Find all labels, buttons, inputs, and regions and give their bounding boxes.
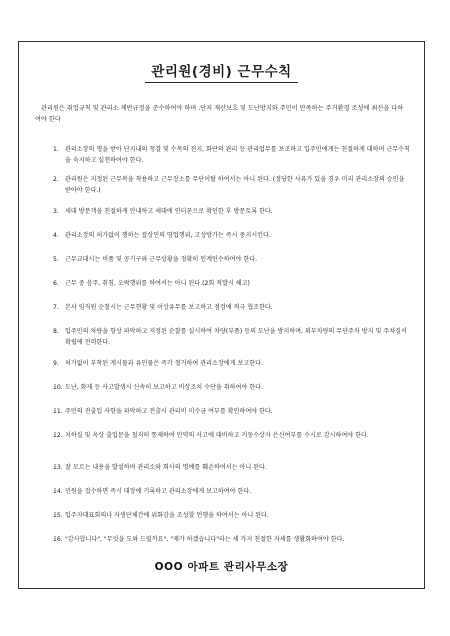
rule-item (53, 431, 412, 442)
rule-number: 4. (53, 232, 59, 239)
rule-item (53, 511, 412, 522)
rule-text: 관리원은 지정된 근무복을 착용하고 근무장소를 무단이탈 하여서는 아니 된다. (정당한 사유가 있을 경우 미리 관리소장의 승인을 받아야 한다.) (65, 176, 405, 194)
rule-number: 11. (53, 408, 63, 415)
rule-item (53, 279, 412, 290)
rule-item (53, 407, 412, 418)
document-footer: OOO 아파트 관리사무소장 (154, 561, 289, 573)
rule-item (53, 145, 412, 166)
rule-text: 근무 중 음주, 취침, 오락행위를 하여서는 아니 된다.(2회 적발시 해고) (65, 280, 250, 287)
rule-item (53, 231, 412, 242)
rule-text: 지하실 및 옥상 출입문을 철저히 통제하여 만약의 사고에 대비하고 거동수상자 은신여부를 수시로 감시하여야 한다. (65, 432, 369, 439)
rule-number: 16. (53, 536, 63, 543)
rule-item (53, 207, 412, 218)
rule-number: 14. (53, 488, 63, 495)
rule-item (53, 535, 412, 546)
rule-text: 세대 방문객을 친절하게 안내하고 세대에 인터폰으로 확인한 후 방문토록 한다. (65, 208, 273, 215)
rule-item (53, 463, 412, 474)
rule-item (53, 487, 412, 498)
rule-text: 민원을 접수하면 즉시 대장에 기록하고 관리소장에게 보고하여야 한다. (65, 488, 252, 495)
rule-item (53, 383, 412, 394)
rule-item (53, 303, 412, 314)
rule-number: 13. (53, 464, 63, 471)
rule-text: 입주자대표회의나 자생단체간에 위화감을 조성할 언행을 하여서는 아니 된다. (65, 512, 269, 519)
rule-number: 9. (53, 360, 59, 367)
rule-text: 관리소장의 허가없이 행하는 잡상인의 영업행위, 고성방가는 즉시 중지시킨다. (65, 232, 271, 239)
rule-text: 관리소장의 명을 받아 단지내의 청결 및 수목의 전지, 화단의 관리 등 관리업무를 보조하고 입주민에게는 친절하게 대하며 근무수칙을 숙지하고 실천하여야 한다. (65, 146, 410, 164)
rule-number: 12. (53, 432, 63, 439)
rule-number: 3. (53, 208, 59, 215)
rule-text: 주민의 전출입 사항을 파악하고 전출시 관리비 미수금 여부를 확인하여야 한다. (65, 408, 273, 415)
rule-item (53, 327, 412, 348)
rule-number: 6. (53, 280, 59, 287)
rule-number: 15. (53, 512, 63, 519)
rule-text: 허가없이 부착된 게시물과 유인물은 즉각 철거하여 관리소장에게 보고한다. (65, 360, 263, 367)
document-title: 관리원(경비) 근무수칙 (145, 60, 297, 83)
rule-number: 5. (53, 256, 59, 263)
rule-item (53, 175, 412, 196)
rule-item (53, 359, 412, 370)
rule-text: "감사합니다", "무엇을 도와 드릴까요", "제가 하겠습니다"라는 세 가지 친절한 자세를 생활화하여야 한다. (65, 536, 345, 543)
document-frame (18, 41, 425, 589)
rule-text: 잘 모르는 내용을 발설하며 관리소와 회사의 명예를 훼손하여서는 아니 된다. (65, 464, 267, 471)
rule-number: 2. (53, 176, 59, 183)
title-area (19, 60, 424, 83)
rule-number: 7. (53, 304, 59, 311)
rule-text: 도난, 화재 등 사고발생시 신속히 보고하고 비상조치 수단을 취하여야 한다. (65, 384, 263, 391)
intro-paragraph: 관리원은 취업규칙 및 관리소 제반규정을 준수하여야 하며 .단지 재산보호 및 도난방지와 주민이 만족하는 주거환경 조성에 최선을 다하여야 한다 (35, 105, 404, 123)
rule-text: 근무교대시는 비품 및 공기구와 근무상황을 정확히 인계인수하여야 한다. (65, 256, 258, 263)
rule-number: 10. (53, 384, 63, 391)
rule-text: 입주민의 차량을 항상 파악하고 지정된 순찰를 실시하여 차량(부품) 등의 도난을 방지하며, 외부차량의 무단주차 방지 및 주차질서 확립에 전력한다. (65, 328, 407, 346)
rule-number: 1. (53, 146, 59, 153)
rule-text: 본사 임직원 순찰시는 근무현황 및 이상유무를 보고하고 점검에 적극 협조한다. (65, 304, 273, 311)
rule-item (53, 255, 412, 266)
rule-number: 8. (53, 328, 59, 335)
